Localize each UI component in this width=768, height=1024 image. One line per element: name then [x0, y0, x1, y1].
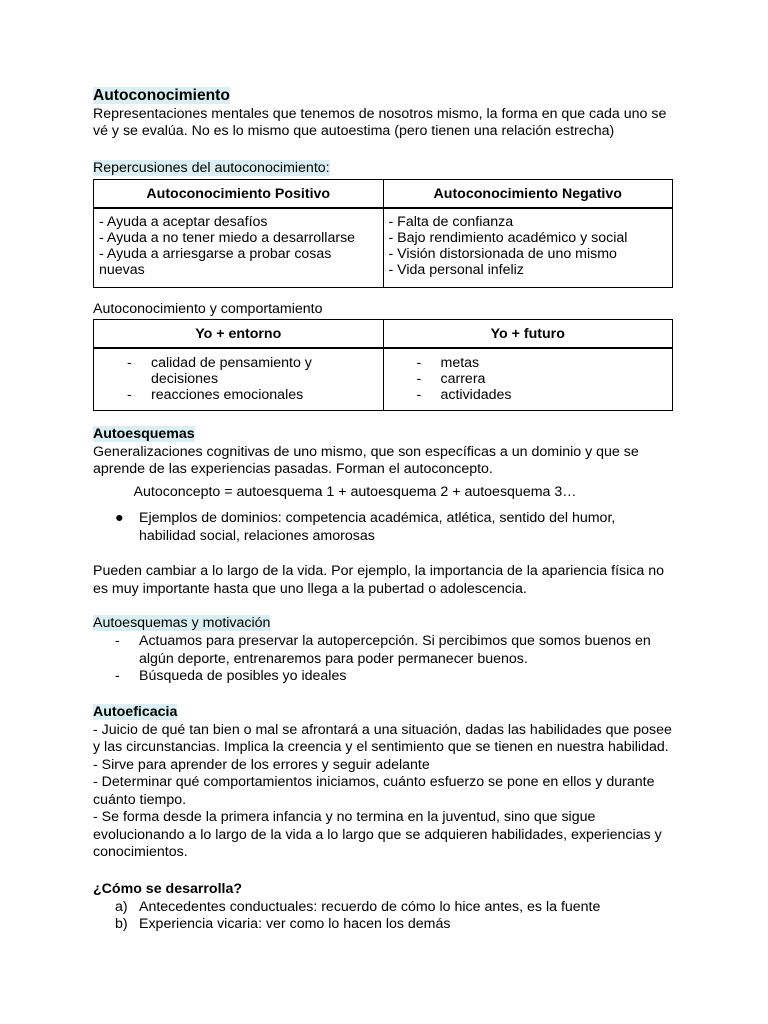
list-item: - Actuamos para preservar la autopercepción. Si percibimos que somos buenos en algún deporte, entrenaremos para poder permanecer buenos.: [115, 633, 651, 667]
list-item: a) Antecedentes conductuales: recuerdo de cómo lo hice antes, es la fuente: [115, 898, 601, 915]
list-item: - metas: [416, 355, 480, 371]
cambio-paragraph: Pueden cambiar a lo largo de la vida. Por ejemplo, la importancia de la apariencia física no es muy importante hasta que uno llega a la pubertad o adolescencia.: [93, 563, 664, 597]
section-title-autoconocimiento: Autoconocimiento: [93, 87, 230, 104]
desarrollo-title: ¿Cómo se desarrolla?: [93, 881, 243, 897]
autoeficacia-line: - Se forma desde la primera infancia y no termina en la juventud, sino que sigue evolucionando a lo largo de la vida a lo largo que se adquieren habilidades, experiencias y conocimientos.: [93, 809, 662, 860]
list-item: - Ayuda a no tener miedo a desarrollarse: [99, 230, 356, 246]
autoeficacia-line: - Juicio de qué tan bien o mal se afrontará a una situación, dadas las habilidades que posee y las circunstancias. Implica la creencia y el sentimiento que se tienen en nuestra habilidad.: [93, 721, 672, 755]
entorno-cell: [94, 348, 384, 411]
section-title-autoeficacia: Autoeficacia: [93, 704, 178, 720]
list-item: ● Ejemplos de dominios: competencia académica, atlética, sentido del humor, habilidad social, relaciones amorosas: [115, 510, 616, 544]
list-item: - Ayuda a aceptar desafíos: [99, 214, 268, 230]
table-header-negativo: Autoconocimiento Negativo: [383, 180, 673, 209]
negativo-cell: [383, 208, 673, 288]
desarrollo-section: [93, 881, 673, 934]
autoeficacia-section: [93, 704, 673, 862]
section-title-autoesquemas: Autoesquemas: [93, 426, 195, 442]
table-header-entorno: Yo + entorno: [94, 320, 384, 349]
comportamiento-heading-wrap: [93, 301, 673, 319]
repercusiones-heading: Repercusiones del autoconocimiento:: [93, 160, 330, 176]
autoesquemas-section: [93, 426, 673, 479]
positivo-cell: [94, 208, 384, 288]
list-item: - carrera: [416, 371, 486, 387]
list-item: - Falta de confianza: [388, 214, 514, 230]
comportamiento-heading: Autoconocimiento y comportamiento: [93, 301, 323, 317]
motivacion-heading: Autoesquemas y motivación: [93, 615, 271, 631]
autoeficacia-line: - Sirve para aprender de los errores y seguir adelante: [93, 756, 430, 773]
list-item: - Bajo rendimiento académico y social: [388, 230, 628, 246]
autoeficacia-line: - Determinar qué comportamientos iniciamos, cuánto esfuerzo se pone en ellos y durante cuánto tiempo.: [93, 774, 655, 808]
motivacion-heading-wrap: [93, 615, 673, 633]
comportamiento-table: [93, 319, 673, 411]
intro-text: Representaciones mentales que tenemos de nosotros mismo, la forma en que cada uno se vé y se evalúa. No es lo mismo que autoestima (pero tienen una relación estrecha): [93, 105, 667, 139]
motivacion-list-wrap: [93, 633, 673, 686]
list-item: - calidad de pensamiento y decisiones: [127, 355, 312, 387]
autoesquemas-text: Generalizaciones cognitivas de uno mismo, que son específicas a un dominio y que se aprende de las experiencias pasadas. Forman el autoconcepto.: [93, 443, 639, 477]
futuro-cell: [383, 348, 673, 411]
list-item: - Ayuda a arriesgarse a probar cosas nuevas: [99, 246, 332, 278]
list-item: - Vida personal infeliz: [388, 262, 524, 278]
list-item: - Búsqueda de posibles yo ideales: [115, 668, 347, 684]
list-item: - Visión distorsionada de uno mismo: [388, 246, 617, 262]
list-item: - actividades: [416, 387, 512, 403]
repercusiones-heading-wrap: [93, 160, 673, 178]
autoconcepto-formula: Autoconcepto = autoesquema 1 + autoesquema 2 + autoesquema 3…: [133, 484, 577, 500]
intro-section: [93, 87, 673, 141]
table-header-futuro: Yo + futuro: [383, 320, 673, 349]
dominios-bullet-wrap: [93, 510, 673, 545]
repercusiones-table: [93, 179, 673, 288]
list-item: b) Experiencia vicaria: ver como lo hacen los demás: [115, 916, 451, 932]
table-header-positivo: Autoconocimiento Positivo: [94, 180, 384, 209]
list-item: - reacciones emocionales: [127, 387, 304, 403]
